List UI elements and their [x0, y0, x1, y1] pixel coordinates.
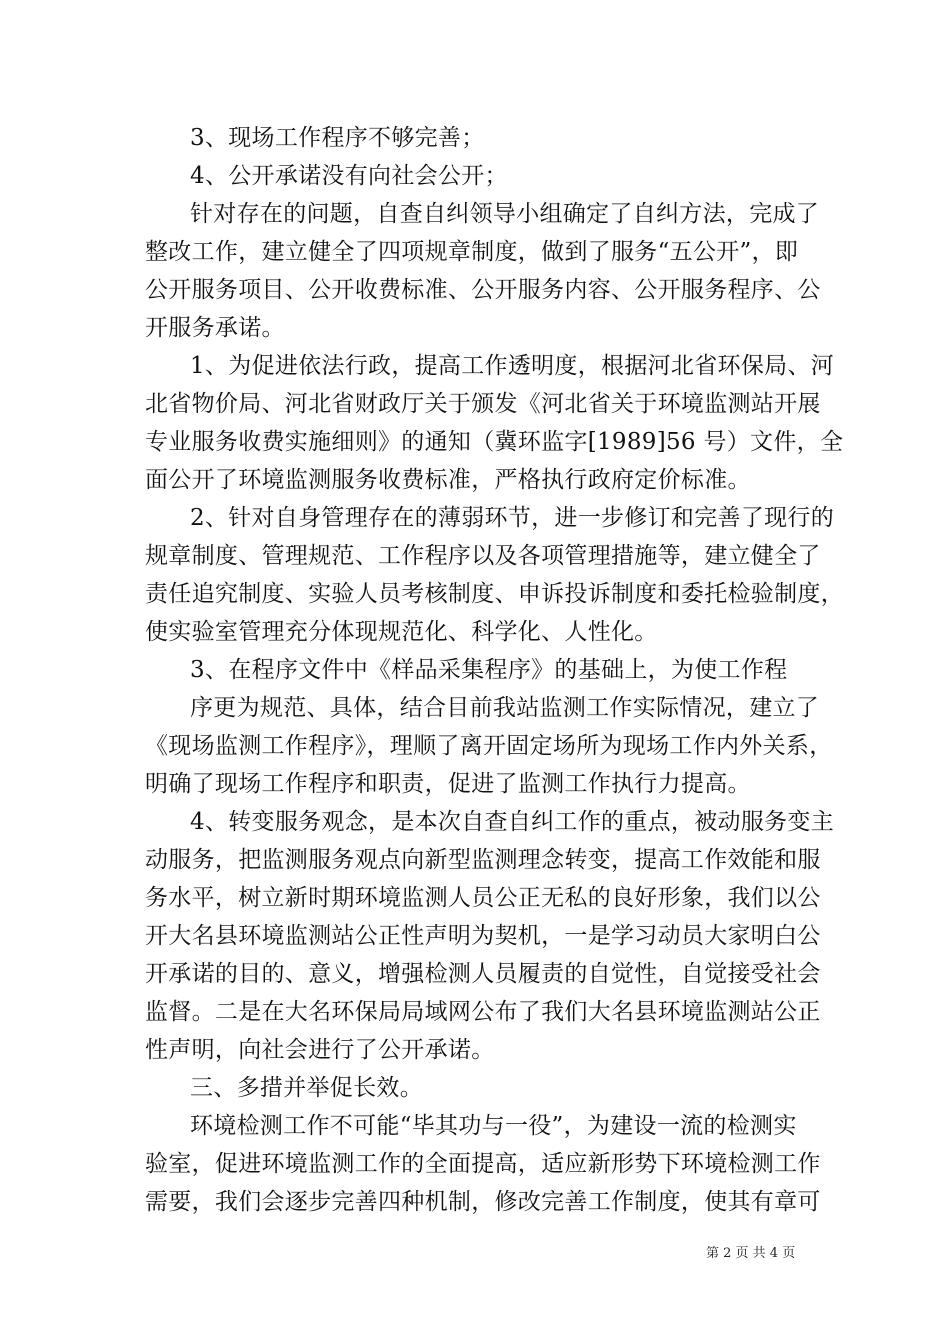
text-line: 使实验室管理充分体现规范化、科学化、人性化。 — [145, 619, 658, 645]
text-line: 2、针对自身管理存在的薄弱环节，进一步修订和完善了现行的 — [190, 505, 835, 531]
text-line: 4、转变服务观念，是本次自查自纠工作的重点，被动服务变主 — [190, 809, 835, 835]
text-line: 1、为促进依法行政，提高工作透明度，根据河北省环保局、河 — [190, 353, 835, 379]
text-line: 3、现场工作程序不够完善； — [190, 125, 485, 151]
text-line: 责任追究制度、实验人员考核制度、申诉投诉制度和委托检验制度， — [145, 581, 844, 607]
text-line: 4、公开承诺没有向社会公开； — [190, 163, 508, 189]
text-line: 专业服务收费实施细则》的通知（冀环监字[1989]56 号）文件，全 — [145, 429, 844, 455]
text-line: 开大名县环境监测站公正性声明为契机，一是学习动员大家明白公 — [145, 923, 821, 949]
text-line: 验室，促进环境监测工作的全面提高，适应新形势下环境检测工作 — [145, 1151, 821, 1177]
text-line: 务水平，树立新时期环境监测人员公正无私的良好形象，我们以公 — [145, 885, 821, 911]
text-line: 动服务，把监测服务观点向新型监测理念转变，提高工作效能和服 — [145, 847, 821, 873]
text-line: 开承诺的目的、意义，增强检测人员履责的自觉性，自觉接受社会 — [145, 961, 821, 987]
text-line: 序更为规范、具体，结合目前我站监测工作实际情况，建立了 — [190, 695, 820, 721]
text-line: 开服务承诺。 — [145, 315, 285, 341]
text-line: 针对存在的问题，自查自纠领导小组确定了自纠方法，完成了 — [190, 201, 820, 227]
text-line: 《现场监测工作程序》，理顺了离开固定场所为现场工作内外关系， — [145, 733, 833, 759]
text-line: 3、在程序文件中《样品采集程序》的基础上，为使工作程 — [190, 657, 788, 683]
text-line: 公开服务项目、公开收费标准、公开服务内容、公开服务程序、公 — [145, 277, 821, 303]
page-number: 第 2 页 共 4 页 — [706, 1246, 796, 1261]
text-line: 北省物价局、河北省财政厅关于颁发《河北省关于环境监测站开展 — [145, 391, 821, 417]
text-line: 明确了现场工作程序和职责，促进了监测工作执行力提高。 — [145, 771, 751, 797]
text-line: 规章制度、管理规范、工作程序以及各项管理措施等，建立健全了 — [145, 543, 821, 569]
text-line: 性声明，向社会进行了公开承诺。 — [145, 1037, 495, 1063]
section-heading: 三、多措并举促长效。 — [190, 1075, 423, 1101]
text-line: 面公开了环境监测服务收费标准，严格执行政府定价标准。 — [145, 467, 751, 493]
text-line: 监督。二是在大名环保局局域网公布了我们大名县环境监测站公正 — [145, 999, 821, 1025]
text-line: 需要，我们会逐步完善四种机制，修改完善工作制度，使其有章可 — [145, 1189, 821, 1215]
text-line: 环境检测工作不可能“毕其功与一役”，为建设一流的检测实 — [190, 1113, 797, 1139]
text-line: 整改工作，建立健全了四项规章制度，做到了服务“五公开”，即 — [145, 239, 799, 265]
